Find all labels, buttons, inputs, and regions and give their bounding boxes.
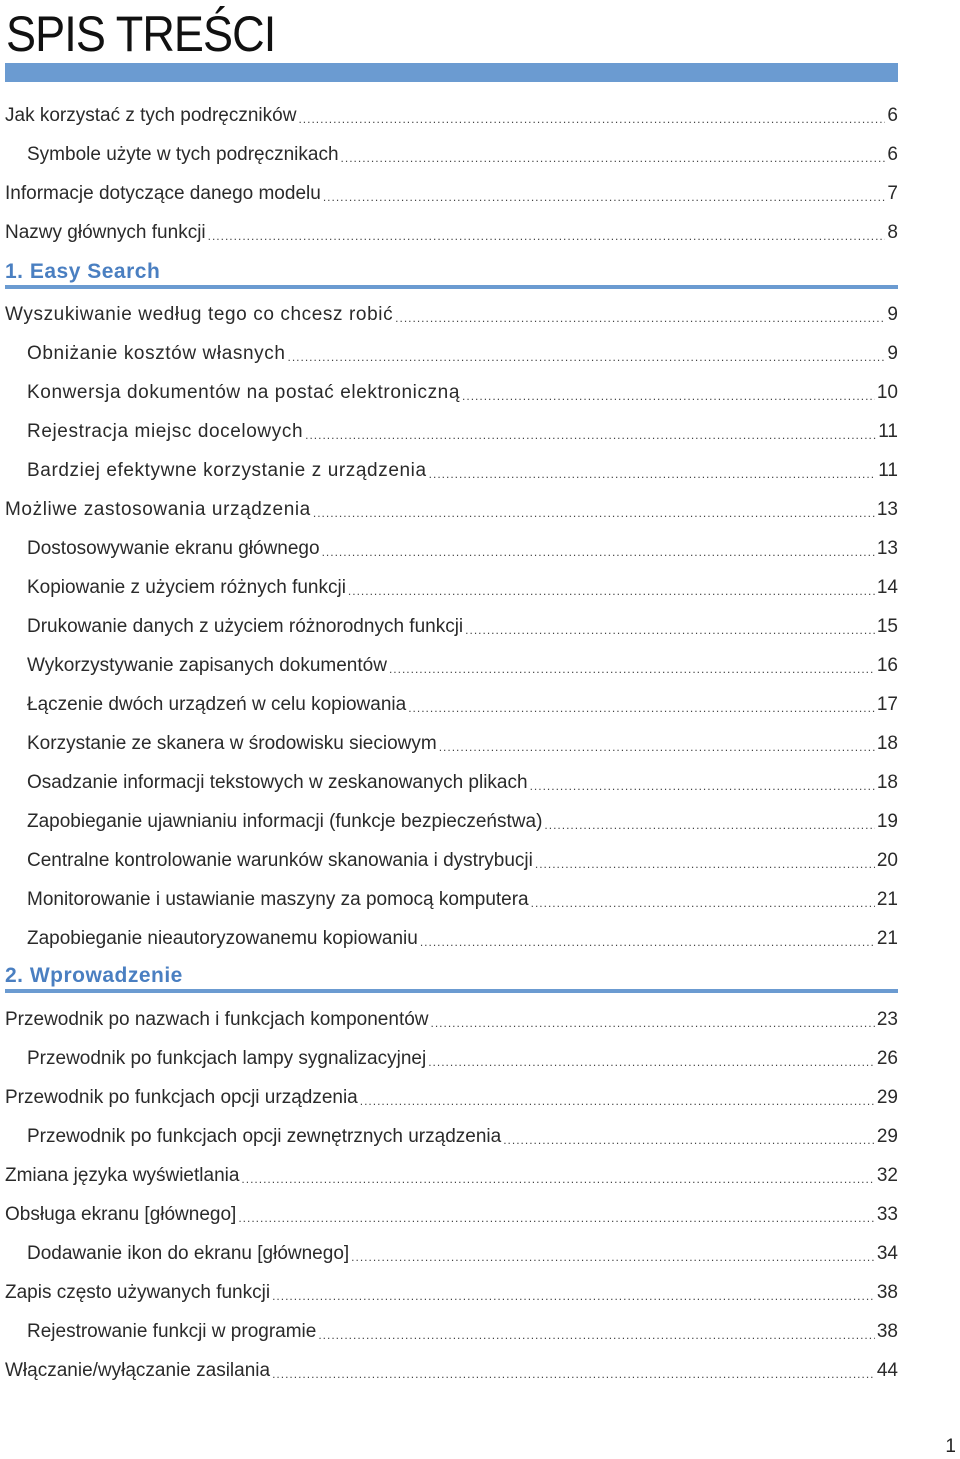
toc-leader-dots [389, 662, 875, 676]
toc-entry-page: 14 [876, 576, 898, 598]
toc-entry-page: 21 [876, 888, 898, 910]
toc-leader-dots [341, 151, 886, 165]
title-underline-bar [5, 63, 898, 82]
toc-entry[interactable] [5, 1156, 898, 1195]
toc-entry-label: Zmiana języka wyświetlania [5, 1164, 240, 1186]
toc-leader-dots [429, 467, 877, 481]
toc-entry-label: Korzystanie ze skanera w środowisku sieciowym [27, 732, 437, 754]
toc-entry-page: 11 [878, 420, 898, 442]
toc-entry[interactable] [27, 880, 898, 919]
toc-entry-label: Obsługa ekranu [głównego] [5, 1203, 237, 1225]
toc-leader-dots [503, 1133, 875, 1147]
toc-entry-label: Zapobieganie nieautoryzowanemu kopiowaniu [27, 927, 418, 949]
toc-entry[interactable] [27, 334, 898, 373]
toc-entry[interactable] [27, 841, 898, 880]
toc-entry-page: 32 [876, 1164, 898, 1186]
toc-entry-label: Symbole użyte w tych podręcznikach [27, 143, 339, 165]
toc-entry-label: Wyszukiwanie według tego co chcesz robić [5, 303, 394, 325]
toc-leader-dots [241, 1172, 874, 1186]
toc-leader-dots [395, 311, 885, 325]
toc-entry-page: 10 [876, 381, 898, 403]
toc-entry-page: 34 [876, 1242, 898, 1264]
toc-entry[interactable] [5, 1078, 898, 1117]
toc-entry-page: 11 [878, 459, 898, 481]
toc-entry[interactable] [27, 763, 898, 802]
toc-leader-dots [408, 701, 875, 715]
toc-entry-label: Konwersja dokumentów na postać elektroniczną [27, 381, 461, 403]
toc-leader-dots [439, 740, 875, 754]
toc-entry-page: 19 [876, 810, 898, 832]
toc-entry[interactable] [27, 724, 898, 763]
toc-leader-dots [272, 1367, 875, 1381]
toc-leader-dots [431, 1016, 875, 1030]
toc-leader-dots [272, 1289, 875, 1303]
toc-entry-page: 6 [887, 104, 898, 126]
toc-entry-label: Przewodnik po funkcjach opcji zewnętrznych urządzenia [27, 1125, 502, 1147]
toc-leader-dots [322, 545, 875, 559]
toc-leader-dots [288, 350, 886, 364]
toc-entry-page: 15 [876, 615, 898, 637]
toc-entry-page: 38 [876, 1281, 898, 1303]
toc-leader-dots [420, 935, 875, 949]
toc-entry-page: 13 [876, 537, 898, 559]
toc-leader-dots [238, 1211, 875, 1225]
toc-entry[interactable] [27, 1039, 898, 1078]
toc-entry-label: Osadzanie informacji tekstowych w zeskanowanych plikach [27, 771, 528, 793]
toc-entry[interactable] [27, 412, 898, 451]
toc-entry-label: Zapobieganie ujawnianiu informacji (funkcje bezpieczeństwa) [27, 810, 543, 832]
toc-leader-dots [313, 506, 875, 520]
toc-entry-label: Możliwe zastosowania urządzenia [5, 498, 311, 520]
toc-entry[interactable] [27, 607, 898, 646]
chapter-underline-bar [5, 989, 898, 993]
toc-entry-label: Przewodnik po funkcjach lampy sygnalizacyjnej [27, 1047, 427, 1069]
toc-entry[interactable] [27, 135, 898, 174]
toc-leader-dots [305, 428, 876, 442]
toc-entry-label: Informacje dotyczące danego modelu [5, 182, 321, 204]
toc-entry-label: Przewodnik po nazwach i funkcjach komponentów [5, 1008, 429, 1030]
toc-entry-label: Dostosowywanie ekranu głównego [27, 537, 320, 559]
toc-entry-page: 26 [876, 1047, 898, 1069]
toc-leader-dots [428, 1055, 875, 1069]
toc-entry-label: Rejestracja miejsc docelowych [27, 420, 304, 442]
toc-leader-dots [298, 112, 885, 126]
toc-entry-label: Dodawanie ikon do ekranu [głównego] [27, 1242, 350, 1264]
toc-entry-page: 29 [876, 1125, 898, 1147]
toc-entry-label: Drukowanie danych z użyciem różnorodnych funkcji [27, 615, 464, 637]
toc-entry-page: 18 [876, 771, 898, 793]
toc-entry[interactable] [5, 213, 898, 252]
chapter-heading-easy-search[interactable]: 1. Easy Search [5, 259, 161, 283]
toc-leader-dots [530, 779, 875, 793]
toc-entry[interactable] [27, 568, 898, 607]
toc-leader-dots [465, 623, 875, 637]
toc-entry-label: Zapis często używanych funkcji [5, 1281, 271, 1303]
toc-entry-label: Przewodnik po funkcjach opcji urządzenia [5, 1086, 358, 1108]
toc-entry-page: 33 [876, 1203, 898, 1225]
toc-entry-page: 13 [876, 498, 898, 520]
toc-entry[interactable] [5, 1273, 898, 1312]
toc-entry-page: 29 [876, 1086, 898, 1108]
toc-entry-label: Kopiowanie z użyciem różnych funkcji [27, 576, 346, 598]
toc-leader-dots [348, 584, 875, 598]
toc-entry-page: 7 [887, 182, 898, 204]
toc-entry[interactable] [27, 646, 898, 685]
toc-leader-dots [462, 389, 875, 403]
toc-entry[interactable] [27, 1234, 898, 1273]
toc-entry[interactable] [5, 1000, 898, 1039]
toc-entry-page: 9 [887, 303, 898, 325]
toc-entry[interactable] [5, 1195, 898, 1234]
toc-entry[interactable] [5, 96, 898, 135]
toc-entry-page: 20 [876, 849, 898, 871]
toc-entry-page: 18 [876, 732, 898, 754]
toc-entry[interactable] [27, 1312, 898, 1351]
toc-entry-label: Obniżanie kosztów własnych [27, 342, 286, 364]
toc-entry-page: 38 [876, 1320, 898, 1342]
toc-entry-label: Bardziej efektywne korzystanie z urządzenia [27, 459, 427, 481]
toc-entry-page: 8 [887, 221, 898, 243]
toc-leader-dots [208, 229, 886, 243]
toc-entry-page: 17 [876, 693, 898, 715]
toc-leader-dots [318, 1328, 875, 1342]
toc-leader-dots [544, 818, 874, 832]
toc-entry[interactable] [27, 685, 898, 724]
toc-entry-label: Jak korzystać z tych podręczników [5, 104, 297, 126]
toc-entry-label: Monitorowanie i ustawianie maszyny za pomocą komputera [27, 888, 529, 910]
toc-entry[interactable] [27, 529, 898, 568]
toc-leader-dots [531, 896, 875, 910]
toc-entry-label: Łączenie dwóch urządzeń w celu kopiowania [27, 693, 407, 715]
toc-entry[interactable] [27, 373, 898, 412]
toc-entry-page: 6 [887, 143, 898, 165]
toc-leader-dots [323, 190, 886, 204]
toc-entry[interactable] [27, 1117, 898, 1156]
toc-leader-dots [351, 1250, 875, 1264]
toc-leader-dots [535, 857, 875, 871]
toc-entry-label: Nazwy głównych funkcji [5, 221, 206, 243]
chapter-underline-bar [5, 285, 898, 289]
toc-entry-page: 44 [876, 1359, 898, 1381]
toc-entry[interactable] [27, 451, 898, 490]
toc-entry[interactable] [5, 490, 898, 529]
toc-entry-page: 21 [876, 927, 898, 949]
toc-entry-label: Włączanie/wyłączanie zasilania [5, 1359, 271, 1381]
toc-entry-page: 9 [887, 342, 898, 364]
toc-entry[interactable] [27, 802, 898, 841]
page-title: SPIS TREŚCI [6, 6, 276, 62]
toc-entry-label: Wykorzystywanie zapisanych dokumentów [27, 654, 387, 676]
toc-entry[interactable] [27, 919, 898, 958]
footer-page-number: 1 [945, 1436, 956, 1457]
toc-entry[interactable] [5, 174, 898, 213]
toc-leader-dots [360, 1094, 875, 1108]
toc-entry-page: 23 [876, 1008, 898, 1030]
toc-entry-label: Rejestrowanie funkcji w programie [27, 1320, 317, 1342]
toc-entry-label: Centralne kontrolowanie warunków skanowania i dystrybucji [27, 849, 533, 871]
toc-entry[interactable] [5, 1351, 898, 1390]
toc-entry[interactable] [5, 295, 898, 334]
chapter-heading-wprowadzenie[interactable]: 2. Wprowadzenie [5, 963, 183, 987]
toc-entry-page: 16 [876, 654, 898, 676]
